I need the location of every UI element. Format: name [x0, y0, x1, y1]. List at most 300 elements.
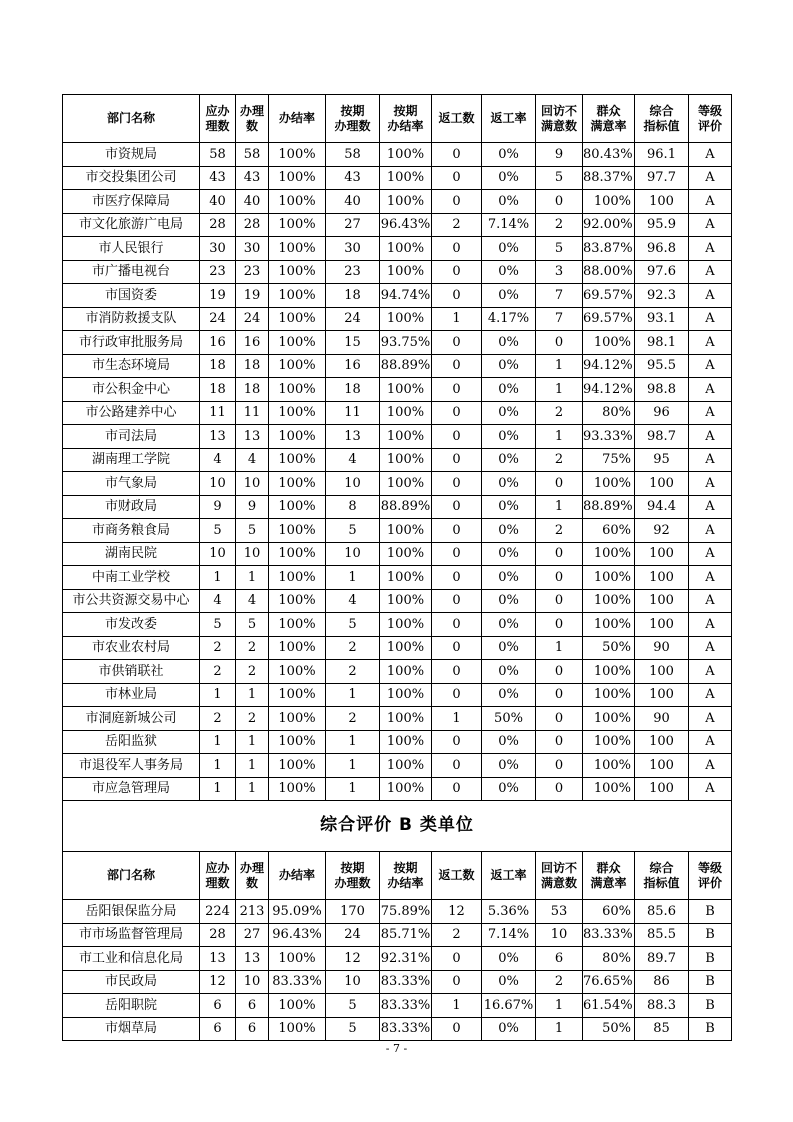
table-cell: 23: [326, 260, 380, 284]
table-cell: 10: [236, 472, 269, 496]
table-row: [63, 213, 732, 237]
table-cell: 0%: [482, 613, 536, 637]
table-cell: 0: [536, 613, 583, 637]
table-cell: A: [689, 284, 732, 308]
table-cell: 1: [326, 730, 380, 754]
table-cell: 100%: [583, 589, 635, 613]
table-row: [63, 900, 732, 924]
table-row: [63, 970, 732, 994]
table-cell: 0%: [482, 636, 536, 660]
table-cell: 100%: [269, 994, 326, 1018]
table-cell: 2: [236, 707, 269, 731]
table-cell: 96.1: [635, 143, 689, 167]
column-header: 群众 满意率: [583, 95, 635, 143]
table-cell: 100%: [583, 683, 635, 707]
department-name-cell: 市工业和信息化局: [63, 947, 200, 971]
department-name-cell: 市供销联社: [63, 660, 200, 684]
table-cell: 100%: [269, 660, 326, 684]
table-cell: 53: [536, 900, 583, 924]
table-cell: 100%: [380, 754, 432, 778]
table-cell: 100%: [380, 307, 432, 331]
table-row: [63, 166, 732, 190]
table-cell: 4: [236, 589, 269, 613]
department-name-cell: 市公路建养中心: [63, 401, 200, 425]
table-cell: 94.12%: [583, 354, 635, 378]
table-cell: 2: [200, 636, 236, 660]
table-cell: 0: [536, 660, 583, 684]
table-cell: 0%: [482, 354, 536, 378]
column-header: 返工数: [432, 852, 482, 900]
column-header: 办理 数: [236, 95, 269, 143]
table-cell: A: [689, 307, 732, 331]
department-name-cell: 市文化旅游广电局: [63, 213, 200, 237]
table-cell: 2: [536, 519, 583, 543]
table-cell: 88.89%: [380, 354, 432, 378]
table-cell: 90: [635, 707, 689, 731]
table-cell: 16.67%: [482, 994, 536, 1018]
table-cell: 1: [432, 994, 482, 1018]
table-cell: 4.17%: [482, 307, 536, 331]
table-cell: 15: [326, 331, 380, 355]
table-cell: 75%: [583, 448, 635, 472]
table-cell: 2: [326, 660, 380, 684]
table-cell: 76.65%: [583, 970, 635, 994]
table-cell: 100%: [269, 519, 326, 543]
table-cell: 1: [236, 566, 269, 590]
table-cell: A: [689, 707, 732, 731]
table-cell: 2: [200, 660, 236, 684]
table-cell: 100%: [269, 495, 326, 519]
table-cell: 100%: [269, 284, 326, 308]
table-cell: 1: [536, 354, 583, 378]
table-cell: 92: [635, 519, 689, 543]
table-row: [63, 613, 732, 637]
table-cell: 0: [432, 284, 482, 308]
department-name-cell: 市洞庭新城公司: [63, 707, 200, 731]
column-header: 回访不 满意数: [536, 95, 583, 143]
table-cell: 98.8: [635, 378, 689, 402]
table-cell: 100%: [269, 754, 326, 778]
table-row: [63, 495, 732, 519]
table-cell: 100: [635, 730, 689, 754]
table-cell: 98.7: [635, 425, 689, 449]
table-cell: 100%: [269, 472, 326, 496]
table-cell: 100%: [380, 190, 432, 214]
column-header: 按期 办结率: [380, 95, 432, 143]
department-name-cell: 市退役军人事务局: [63, 754, 200, 778]
column-header: 返工率: [482, 852, 536, 900]
table-cell: 40: [236, 190, 269, 214]
table-cell: 0: [536, 683, 583, 707]
table-cell: 100: [635, 683, 689, 707]
table-cell: 23: [200, 260, 236, 284]
table-cell: 94.74%: [380, 284, 432, 308]
table-cell: 5: [326, 613, 380, 637]
table-row: [63, 636, 732, 660]
table-cell: 16: [200, 331, 236, 355]
table-cell: 0: [432, 566, 482, 590]
table-cell: 0: [432, 190, 482, 214]
table-cell: 100%: [583, 542, 635, 566]
table-cell: 19: [236, 284, 269, 308]
table-cell: 6: [236, 994, 269, 1018]
table-cell: 100: [635, 613, 689, 637]
table-cell: 0: [432, 331, 482, 355]
table-cell: 0%: [482, 777, 536, 801]
table-cell: 0%: [482, 542, 536, 566]
table-cell: 100%: [583, 707, 635, 731]
department-name-cell: 湖南民院: [63, 542, 200, 566]
table-cell: A: [689, 613, 732, 637]
table-cell: 83.33%: [380, 1017, 432, 1041]
column-header: 群众 满意率: [583, 852, 635, 900]
department-name-cell: 市人民银行: [63, 237, 200, 261]
table-cell: 11: [326, 401, 380, 425]
table-cell: 100%: [583, 472, 635, 496]
department-name-cell: 市交投集团公司: [63, 166, 200, 190]
table-cell: 5: [200, 519, 236, 543]
table-cell: 6: [200, 1017, 236, 1041]
department-name-cell: 市应急管理局: [63, 777, 200, 801]
table-cell: 2: [236, 660, 269, 684]
table-cell: 93.1: [635, 307, 689, 331]
table-cell: 98.1: [635, 331, 689, 355]
table-cell: 100: [635, 660, 689, 684]
table-cell: 0%: [482, 425, 536, 449]
table-cell: 100%: [380, 589, 432, 613]
table-cell: 58: [200, 143, 236, 167]
table-cell: A: [689, 542, 732, 566]
page-number: - 7 -: [385, 1042, 408, 1055]
table-cell: 170: [326, 900, 380, 924]
table-row: [63, 707, 732, 731]
table-cell: 18: [326, 284, 380, 308]
column-header: 等级 评价: [689, 852, 732, 900]
table-cell: 40: [326, 190, 380, 214]
table-cell: 0: [432, 589, 482, 613]
department-name-cell: 市行政审批服务局: [63, 331, 200, 355]
table-row: [63, 472, 732, 496]
table-cell: 100%: [269, 143, 326, 167]
table-cell: 96.8: [635, 237, 689, 261]
table-cell: A: [689, 448, 732, 472]
table-cell: 100%: [269, 947, 326, 971]
column-header: 返工数: [432, 95, 482, 143]
table-cell: A: [689, 378, 732, 402]
table-cell: 0%: [482, 566, 536, 590]
table-cell: 43: [200, 166, 236, 190]
table-cell: 0%: [482, 166, 536, 190]
table-cell: 2: [326, 707, 380, 731]
table-cell: 0%: [482, 947, 536, 971]
table-cell: 30: [200, 237, 236, 261]
table-cell: A: [689, 237, 732, 261]
table-cell: 0: [432, 683, 482, 707]
table-cell: 1: [432, 707, 482, 731]
table-cell: 100%: [269, 401, 326, 425]
table-cell: 1: [326, 777, 380, 801]
table-cell: 1: [536, 378, 583, 402]
table-cell: 100%: [380, 166, 432, 190]
table-cell: 2: [432, 213, 482, 237]
table-cell: 24: [326, 923, 380, 947]
table-cell: 5: [326, 519, 380, 543]
department-name-cell: 市财政局: [63, 495, 200, 519]
table-row: [63, 777, 732, 801]
table-cell: 0: [432, 519, 482, 543]
table-cell: 2: [536, 213, 583, 237]
department-name-cell: 市公共资源交易中心: [63, 589, 200, 613]
table-cell: 0%: [482, 1017, 536, 1041]
table-cell: 6: [200, 994, 236, 1018]
table-cell: 2: [326, 636, 380, 660]
table-cell: 2: [536, 448, 583, 472]
table-cell: 100%: [269, 636, 326, 660]
table-cell: A: [689, 660, 732, 684]
table-cell: A: [689, 495, 732, 519]
table-cell: 4: [326, 589, 380, 613]
table-cell: 7.14%: [482, 213, 536, 237]
table-cell: 97.7: [635, 166, 689, 190]
table-cell: 85.5: [635, 923, 689, 947]
table-row: [63, 401, 732, 425]
table-cell: 2: [536, 401, 583, 425]
table-cell: 96.43%: [380, 213, 432, 237]
table-cell: 50%: [482, 707, 536, 731]
table-row: [63, 683, 732, 707]
table-cell: 27: [236, 923, 269, 947]
table-cell: A: [689, 354, 732, 378]
table-cell: 100%: [380, 401, 432, 425]
table-cell: 9: [200, 495, 236, 519]
table-cell: 69.57%: [583, 307, 635, 331]
table-cell: 1: [432, 307, 482, 331]
evaluation-table: [62, 94, 732, 1041]
table-cell: 0: [432, 378, 482, 402]
table-cell: 0: [432, 401, 482, 425]
table-cell: 6: [536, 947, 583, 971]
table-cell: 18: [236, 378, 269, 402]
table-cell: 93.75%: [380, 331, 432, 355]
table-row: [63, 190, 732, 214]
table-cell: 0%: [482, 143, 536, 167]
column-header: 按期 办理数: [326, 95, 380, 143]
table-cell: 1: [326, 566, 380, 590]
table-cell: 100%: [269, 542, 326, 566]
table-cell: 95: [635, 448, 689, 472]
column-header: 办结率: [269, 95, 326, 143]
table-cell: 16: [236, 331, 269, 355]
table-cell: 8: [326, 495, 380, 519]
table-cell: 94.4: [635, 495, 689, 519]
table-cell: 2: [432, 923, 482, 947]
table-cell: 83.33%: [583, 923, 635, 947]
table-cell: 85: [635, 1017, 689, 1041]
table-cell: 13: [236, 425, 269, 449]
table-cell: 0%: [482, 495, 536, 519]
table-row: [63, 237, 732, 261]
table-cell: 28: [200, 213, 236, 237]
table-cell: 0: [432, 754, 482, 778]
table-cell: 18: [200, 378, 236, 402]
table-cell: 86: [635, 970, 689, 994]
column-header: 应办 理数: [200, 95, 236, 143]
section-b-header-row: [63, 852, 732, 900]
table-cell: 100: [635, 754, 689, 778]
table-cell: 0: [432, 636, 482, 660]
table-cell: 100%: [269, 213, 326, 237]
table-cell: 1: [236, 730, 269, 754]
table-cell: 5: [326, 994, 380, 1018]
table-cell: 2: [536, 970, 583, 994]
table-cell: 1: [200, 754, 236, 778]
table-cell: 0%: [482, 448, 536, 472]
table-cell: 7: [536, 284, 583, 308]
table-cell: A: [689, 472, 732, 496]
table-cell: 100%: [269, 777, 326, 801]
table-row: [63, 730, 732, 754]
table-cell: 5: [326, 1017, 380, 1041]
column-header: 办理 数: [236, 852, 269, 900]
table-cell: 5: [536, 166, 583, 190]
department-name-cell: 岳阳银保监分局: [63, 900, 200, 924]
table-cell: 4: [200, 448, 236, 472]
table-cell: 24: [200, 307, 236, 331]
table-cell: 61.54%: [583, 994, 635, 1018]
table-cell: 0%: [482, 519, 536, 543]
table-cell: 0: [536, 331, 583, 355]
table-cell: 88.3: [635, 994, 689, 1018]
table-cell: 5: [236, 519, 269, 543]
department-name-cell: 市林业局: [63, 683, 200, 707]
table-cell: 95.9: [635, 213, 689, 237]
table-row: [63, 354, 732, 378]
table-cell: 0: [536, 707, 583, 731]
department-name-cell: 市公积金中心: [63, 378, 200, 402]
table-cell: 0: [536, 190, 583, 214]
table-cell: 100%: [269, 237, 326, 261]
table-cell: 100%: [380, 707, 432, 731]
department-name-cell: 市烟草局: [63, 1017, 200, 1041]
table-row: [63, 425, 732, 449]
table-cell: 0%: [482, 284, 536, 308]
table-cell: 88.89%: [380, 495, 432, 519]
table-row: [63, 947, 732, 971]
table-cell: 0: [432, 1017, 482, 1041]
table-cell: 100%: [269, 730, 326, 754]
table-cell: 100%: [583, 730, 635, 754]
table-cell: 0%: [482, 190, 536, 214]
table-cell: 100%: [380, 777, 432, 801]
table-cell: 0: [432, 425, 482, 449]
table-cell: 0: [432, 970, 482, 994]
table-cell: 0%: [482, 754, 536, 778]
table-cell: 19: [200, 284, 236, 308]
table-cell: 13: [200, 947, 236, 971]
table-cell: 1: [536, 636, 583, 660]
table-cell: 83.33%: [380, 970, 432, 994]
column-header: 等级 评价: [689, 95, 732, 143]
table-cell: 100%: [380, 566, 432, 590]
table-cell: 100: [635, 542, 689, 566]
table-cell: 2: [200, 707, 236, 731]
department-name-cell: 市市场监督管理局: [63, 923, 200, 947]
department-name-cell: 岳阳监狱: [63, 730, 200, 754]
table-cell: A: [689, 190, 732, 214]
table-row: [63, 448, 732, 472]
table-cell: 18: [200, 354, 236, 378]
table-cell: 213: [236, 900, 269, 924]
table-cell: 83.87%: [583, 237, 635, 261]
table-cell: 80%: [583, 947, 635, 971]
column-header: 按期 办理数: [326, 852, 380, 900]
table-cell: B: [689, 947, 732, 971]
table-cell: 100%: [269, 613, 326, 637]
table-cell: 1: [200, 777, 236, 801]
table-cell: 24: [236, 307, 269, 331]
table-cell: 0: [536, 472, 583, 496]
table-cell: 0: [432, 542, 482, 566]
table-cell: 100%: [380, 636, 432, 660]
table-cell: 0: [432, 472, 482, 496]
table-cell: 85.71%: [380, 923, 432, 947]
table-cell: 100%: [380, 519, 432, 543]
table-cell: A: [689, 166, 732, 190]
table-row: [63, 307, 732, 331]
table-cell: 100%: [269, 425, 326, 449]
table-cell: 11: [200, 401, 236, 425]
table-cell: 1: [536, 495, 583, 519]
table-cell: 100%: [583, 660, 635, 684]
table-cell: 43: [326, 166, 380, 190]
table-cell: 0: [536, 589, 583, 613]
table-cell: 100%: [269, 589, 326, 613]
table-cell: 100: [635, 589, 689, 613]
table-cell: 95.5: [635, 354, 689, 378]
department-name-cell: 市民政局: [63, 970, 200, 994]
table-cell: 5: [200, 613, 236, 637]
table-cell: 1: [536, 994, 583, 1018]
table-cell: 1: [236, 683, 269, 707]
table-cell: 7: [536, 307, 583, 331]
table-cell: 13: [326, 425, 380, 449]
table-cell: 0: [432, 166, 482, 190]
section-b-heading: [63, 801, 732, 852]
department-name-cell: 岳阳职院: [63, 994, 200, 1018]
table-cell: 0%: [482, 660, 536, 684]
table-cell: 28: [200, 923, 236, 947]
table-cell: 0: [432, 613, 482, 637]
table-cell: 100%: [380, 660, 432, 684]
table-cell: 6: [236, 1017, 269, 1041]
table-cell: 92.31%: [380, 947, 432, 971]
department-name-cell: 市医疗保障局: [63, 190, 200, 214]
table-cell: 11: [236, 401, 269, 425]
table-cell: 100%: [583, 613, 635, 637]
table-cell: 10: [200, 472, 236, 496]
table-cell: 0: [432, 660, 482, 684]
page-content: [62, 94, 731, 1041]
table-cell: 90: [635, 636, 689, 660]
table-cell: 100%: [269, 307, 326, 331]
table-cell: 43: [236, 166, 269, 190]
table-cell: 1: [536, 425, 583, 449]
table-cell: 3: [536, 260, 583, 284]
table-cell: 27: [326, 213, 380, 237]
table-cell: B: [689, 970, 732, 994]
table-cell: 80%: [583, 401, 635, 425]
table-cell: 0: [432, 237, 482, 261]
